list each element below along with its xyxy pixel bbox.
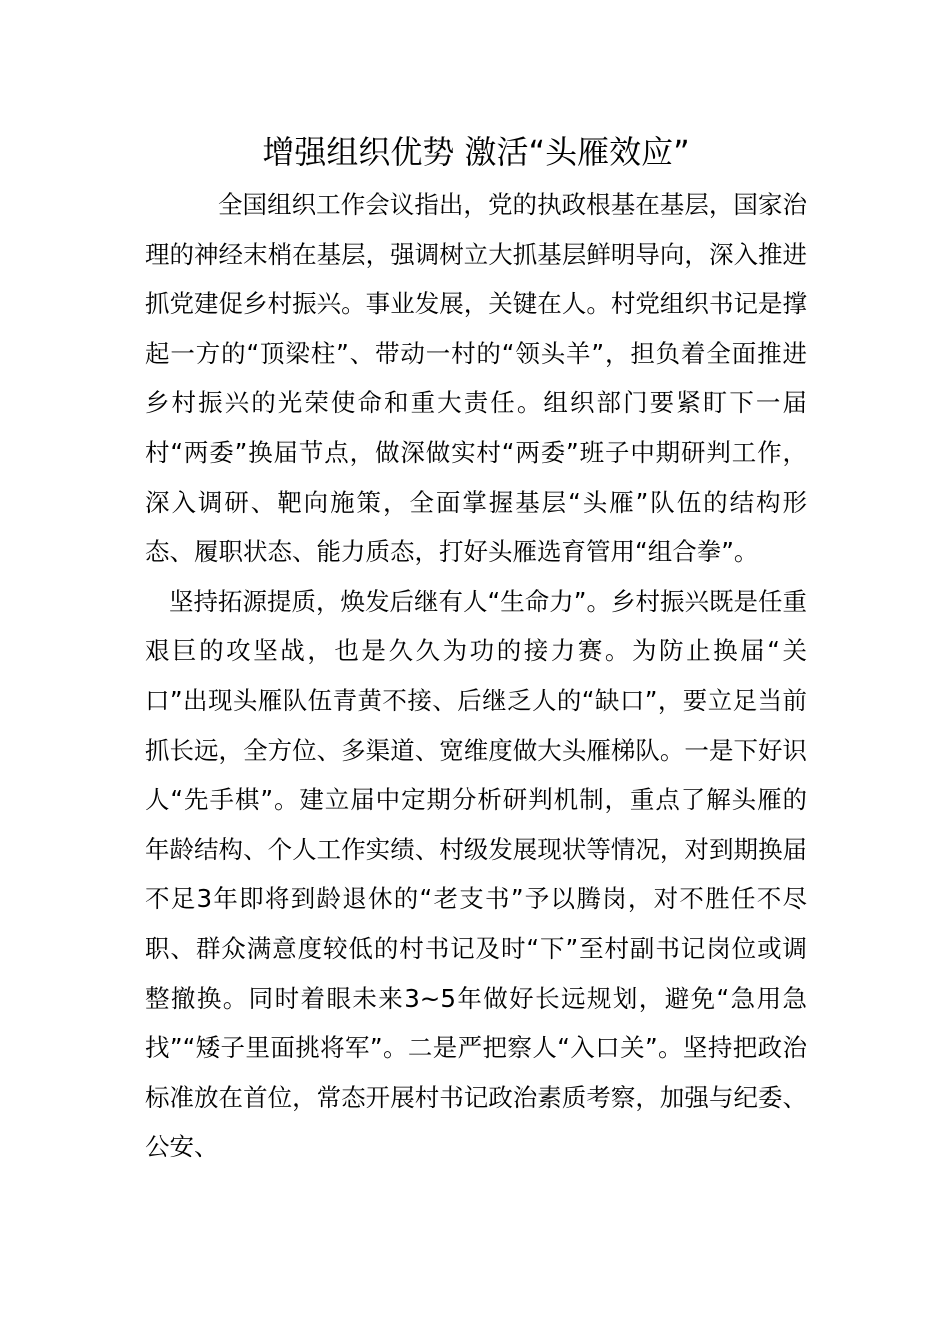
document-page: [145, 128, 807, 1172]
document-title: 增强组织优势 激活“头雁效应”: [262, 133, 690, 171]
paragraph-1: 全国组织工作会议指出，党的执政根基在基层，国家治理的神经末梢在基层，强调树立大抓基层鲜明导向，深入推进抓党建促乡村振兴。事业发展，关键在人。村党组织书记是撑起一方的“顶梁柱”、带动一村的“领头羊”，担负着全面推进乡村振兴的光荣使命和重大责任。组织部门要紧盯下一届村“两委”换届节点，做深做实村“两委”班子中期研判工作，深入调研、靶向施策，全面掌握基层“头雁”队伍的结构形态、履职状态、能力质态，打好头雁选育管用“组合拳”。: [145, 190, 807, 567]
paragraph-2: 坚持拓源提质，焕发后继有人“生命力”。乡村振兴既是任重艰巨的攻坚战，也是久久为功的接力赛。为防止换届“关口”出现头雁队伍青黄不接、后继乏人的“缺口”，要立足当前抓长远，全方位、多渠道、宽维度做大头雁梯队。一是下好识人“先手棋”。建立届中定期分析研判机制，重点了解头雁的年龄结构、个人工作实绩、村级发展现状等情况，对到期换届不足3年即将到龄退休的“老支书”予以腾岗，对不胜任不尽职、群众满意度较低的村书记及时“下”至村副书记岗位或调整撤换。同时着眼未来3~5年做好长远规划，避免“急用急找”“矮子里面挑将军”。二是严把察人“入口关”。坚持把政治标准放在首位，常态开展村书记政治素质考察，加强与纪委、公安、: [145, 586, 807, 1162]
